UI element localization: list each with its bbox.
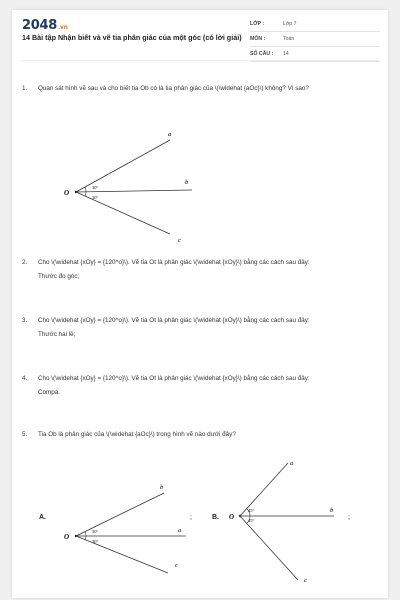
angle-label: 45° (248, 508, 255, 513)
meta-value: Lớp 7 (283, 21, 297, 27)
ray-label-c: c (304, 577, 307, 584)
ray-label-b: b (330, 507, 334, 514)
question-method: Thước đo góc; (38, 273, 80, 280)
question-number: 2. (22, 259, 28, 266)
meta-table (250, 17, 380, 62)
question-5 (22, 430, 372, 440)
question-text: Cho \(\widehat {xOy} = {120^o}\). Vẽ tia Ot là phân giác \(\widehat {xOy}\) bằng các cách sau đây: (38, 375, 310, 382)
question-number: 3. (22, 317, 28, 324)
ray-label-a: a (168, 131, 172, 138)
angle-label: 45° (248, 518, 255, 523)
question-method: Thước hai lề; (38, 331, 76, 338)
meta-label: LỚP : (250, 21, 265, 27)
figure-q1 (52, 122, 202, 247)
angle-label: 30° (92, 539, 99, 544)
logo-main-text: 2048 (22, 18, 57, 33)
vertex-label: O (64, 189, 70, 197)
vertex-point (75, 535, 77, 537)
question-3 (22, 316, 372, 340)
meta-value: Toán (283, 36, 295, 42)
angle-label: 30° (92, 185, 99, 190)
angle-label: 30° (92, 195, 99, 200)
question-text: Cho \(\widehat {xOy} = {120^o}\). Vẽ tia Ot là phân giác \(\widehat {xOy}\) bằng các cách sau đây: (38, 317, 310, 324)
ray-label-a: a (178, 527, 182, 534)
meta-label: MÔN : (250, 36, 266, 42)
angle-arc (85, 532, 86, 536)
ray-label-b: b (160, 484, 164, 491)
ray-label-c: c (178, 237, 181, 244)
meta-label: SỐ CÂU : (250, 51, 274, 57)
ray-label-b: b (185, 179, 189, 186)
question-number: 4. (22, 375, 28, 382)
meta-value: 14 (283, 51, 289, 57)
ray-oa (76, 140, 170, 192)
question-1 (22, 84, 372, 94)
question-number: 5. (22, 431, 28, 438)
question-text: Cho \(\widehat {xOy} = {120^o}\). Vẽ tia Ot là phân giác \(\widehat {xOy}\) bằng các cách sau đây: (38, 259, 310, 266)
ray-oc (240, 516, 298, 580)
ray-oc (76, 192, 170, 234)
question-method: Compa. (38, 389, 61, 396)
question-number: 1. (22, 85, 28, 92)
ray-oc (76, 536, 168, 573)
ray-label-a: a (290, 460, 294, 467)
site-logo[interactable] (22, 18, 68, 33)
vertex-label: O (64, 533, 70, 541)
question-text: Tia Ob là phân giác của \(\widehat {aOc}\) trong hình vẽ nào dưới đây? (38, 431, 236, 438)
figure-option-a[interactable] (56, 475, 196, 585)
figure-option-b[interactable] (226, 455, 346, 590)
angle-arc (85, 536, 86, 540)
option-b-label[interactable]: B. (212, 514, 219, 521)
angle-label: 30° (92, 529, 99, 534)
angle-arc (85, 187, 86, 192)
ray-label-c: c (175, 562, 178, 569)
option-separator: ; (190, 514, 192, 521)
ray-ob (76, 190, 192, 192)
angle-arc (85, 192, 86, 196)
option-a-label[interactable]: A. (39, 514, 46, 521)
question-4 (22, 374, 372, 398)
document-title: 14 Bài tập Nhận biết và vẽ tia phân giác của một góc (có lời giải) (22, 33, 242, 42)
document-page (12, 10, 388, 598)
question-text: Quan sát hình vẽ sau và cho biết tia Ob có là tia phân giác của \(\widehat {aOc}\) không? Vì sao? (38, 85, 309, 92)
meta-row-class (250, 17, 380, 32)
question-2 (22, 258, 372, 282)
meta-row-subject (250, 32, 380, 47)
vertex-point (239, 515, 241, 517)
option-separator: ; (348, 514, 350, 521)
vertex-label: O (229, 513, 235, 521)
ray-ob (76, 493, 164, 536)
header-divider (22, 60, 378, 61)
vertex-point (75, 191, 77, 193)
logo-sub-text: .vn (57, 24, 68, 31)
